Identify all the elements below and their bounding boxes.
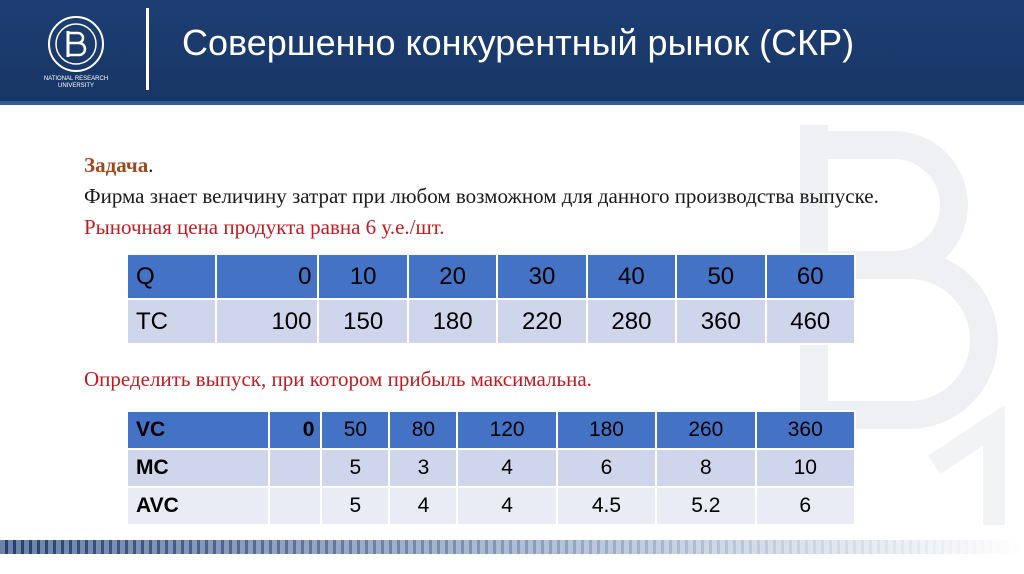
table-cell: 280 (587, 299, 676, 344)
task-label: Задача (84, 153, 149, 177)
row-label: TC (127, 299, 216, 344)
table-cell: 360 (756, 411, 855, 449)
solution-table (126, 410, 856, 526)
table-cell: 6 (756, 487, 855, 525)
row-label: MC (127, 449, 269, 487)
table-cell (269, 449, 322, 487)
table-cell: 4 (389, 487, 457, 525)
table-cell: 180 (557, 411, 656, 449)
table-cell: 5 (321, 487, 389, 525)
table-cell: 5 (321, 449, 389, 487)
table-cell: 40 (587, 254, 676, 299)
table-cell: 360 (676, 299, 765, 344)
table-cell: 10 (756, 449, 855, 487)
table-cell: 6 (557, 449, 656, 487)
task-statement: Фирма знает величину затрат при любом возможном для данного производства выпуске. (84, 184, 879, 208)
table-row (127, 299, 855, 344)
table-cell (269, 487, 322, 525)
table-cell: 100 (216, 299, 318, 344)
table-cell: 3 (389, 449, 457, 487)
task-price: Рыночная цена продукта равна 6 у.е./шт. (84, 215, 445, 239)
table-cell: 260 (656, 411, 755, 449)
table-cell: 0 (269, 411, 322, 449)
table-cell: 50 (321, 411, 389, 449)
cost-table (126, 253, 856, 345)
table-row (127, 411, 855, 449)
footer-bar (0, 540, 1024, 554)
table-cell: 50 (676, 254, 765, 299)
table-cell: 180 (408, 299, 497, 344)
table-cell: 60 (766, 254, 855, 299)
table-cell: 20 (408, 254, 497, 299)
table-cell: 80 (389, 411, 457, 449)
table-cell: 220 (497, 299, 586, 344)
table-cell: 150 (318, 299, 407, 344)
table-cell: 460 (766, 299, 855, 344)
row-label: AVC (127, 487, 269, 525)
table-row (127, 449, 855, 487)
row-label: VC (127, 411, 269, 449)
svg-text:UNIVERSITY: UNIVERSITY (57, 83, 95, 89)
university-logo (20, 14, 132, 92)
table-cell: 5.2 (656, 487, 755, 525)
table-cell: 4 (457, 487, 556, 525)
task-question: Определить выпуск, при котором прибыль максимальна. (84, 367, 592, 391)
table-cell: 0 (216, 254, 318, 299)
table-cell: 10 (318, 254, 407, 299)
table-cell: 4 (457, 449, 556, 487)
table-cell: 30 (497, 254, 586, 299)
slide-title: Совершенно конкурентный рынок (СКР) (182, 22, 855, 63)
row-label: Q (127, 254, 216, 299)
table-row (127, 254, 855, 299)
table-cell: 8 (656, 449, 755, 487)
header-divider (146, 8, 149, 90)
svg-text:NATIONAL RESEARCH: NATIONAL RESEARCH (43, 76, 109, 82)
table-cell: 120 (457, 411, 556, 449)
task-text: Задача. Фирма знает величину затрат при любом возможном для данного производства выпуске. Рыночная цена продукта равна 6 у.е./шт. (84, 153, 879, 239)
table-row (127, 487, 855, 525)
question-text (68, 364, 968, 395)
table-cell: 4.5 (557, 487, 656, 525)
